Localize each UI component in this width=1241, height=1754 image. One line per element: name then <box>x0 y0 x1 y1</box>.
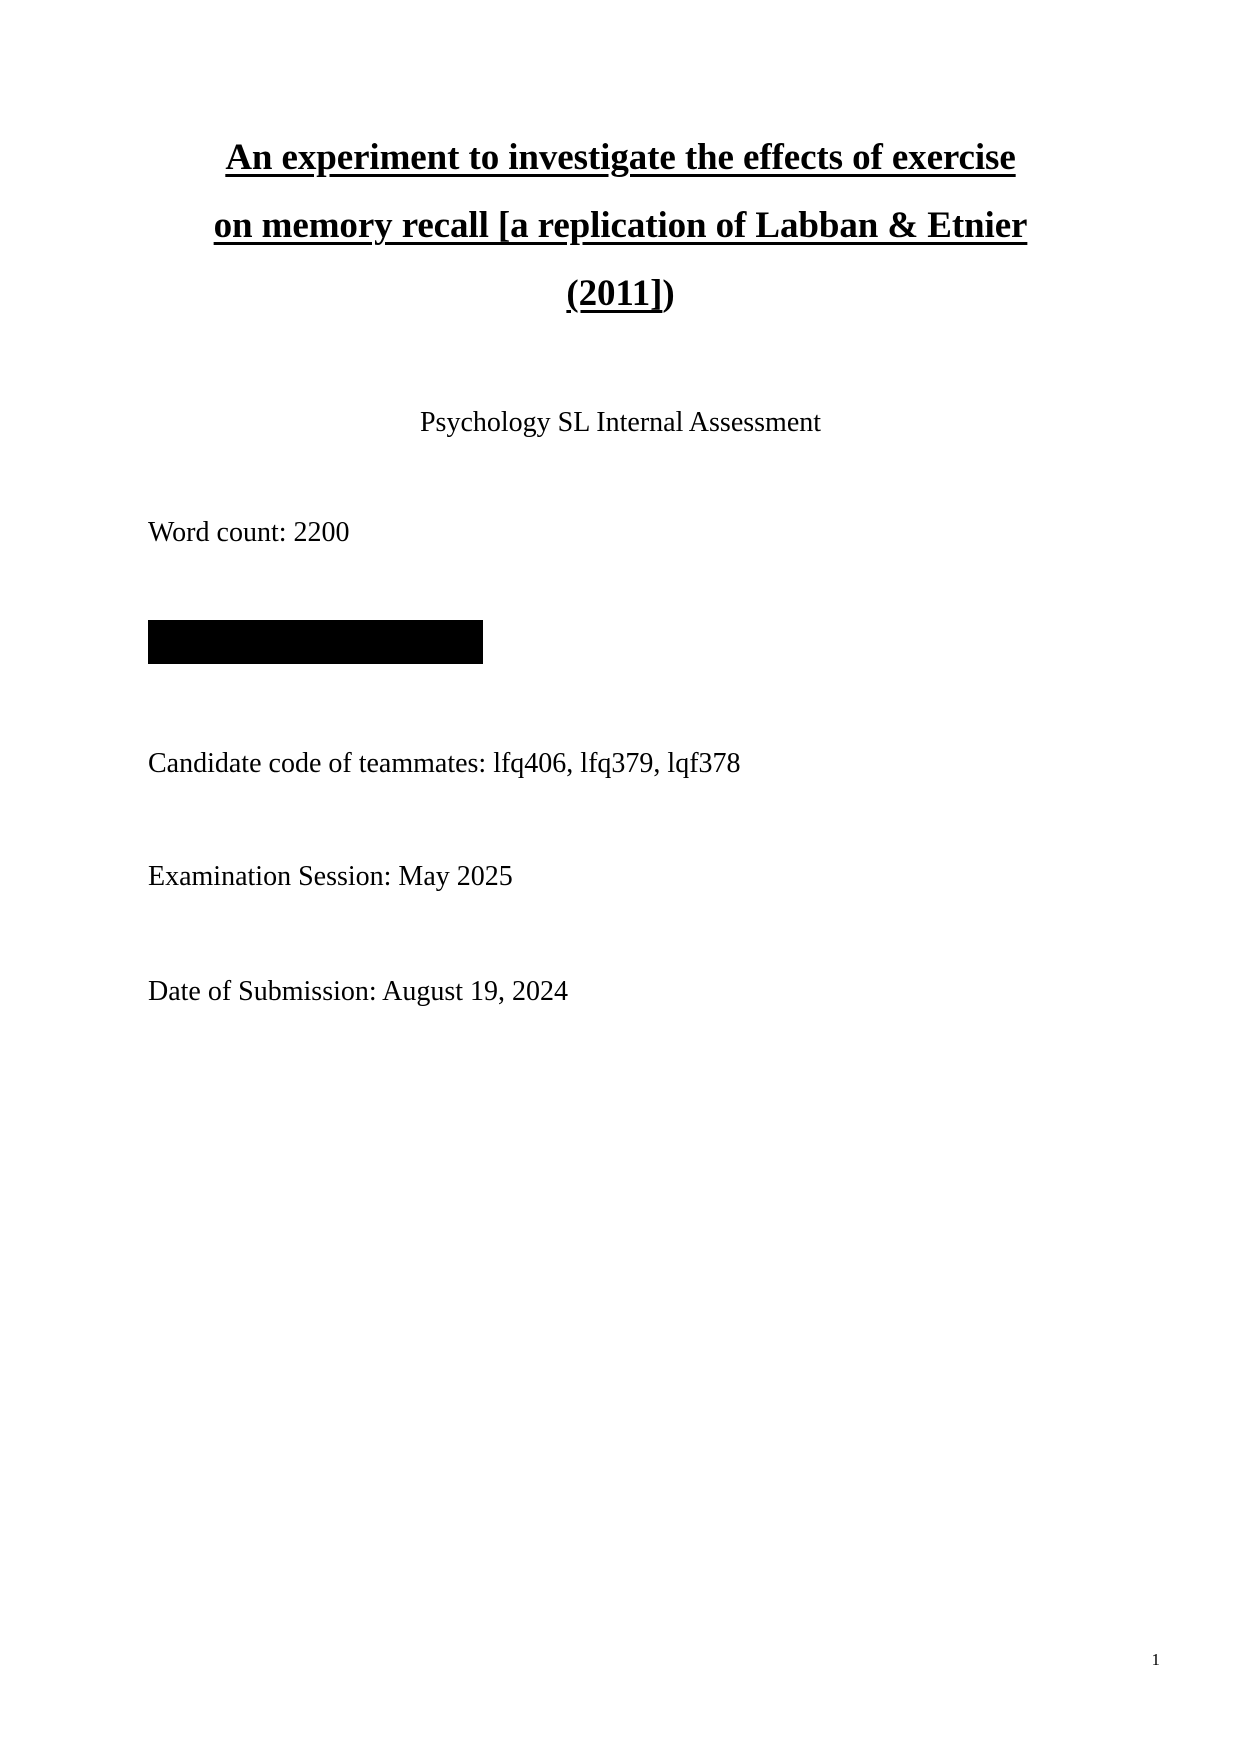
title-line-3-text: (2011] <box>566 273 663 314</box>
candidate-codes-line: Candidate code of teammates: lfq406, lfq379, lqf378 <box>148 748 741 779</box>
title-line-3 <box>130 260 1111 328</box>
title-line-2-text: on memory recall [a replication of Labban & Etnier <box>213 205 1028 246</box>
page-number: 1 <box>1151 1650 1160 1669</box>
document-subtitle: Psychology SL Internal Assessment <box>419 407 822 438</box>
date-of-submission-line: Date of Submission: August 19, 2024 <box>148 976 569 1007</box>
title-line-1-text: An experiment to investigate the effects of exercise <box>225 137 1016 178</box>
title-line-3-trailing: ) <box>662 273 675 314</box>
page-title <box>130 124 1111 328</box>
title-line-2 <box>130 192 1111 260</box>
title-line-1 <box>130 124 1111 192</box>
word-count-line: Word count: 2200 <box>148 517 350 548</box>
redaction-bar <box>148 620 483 664</box>
examination-session-line: Examination Session: May 2025 <box>148 861 513 892</box>
